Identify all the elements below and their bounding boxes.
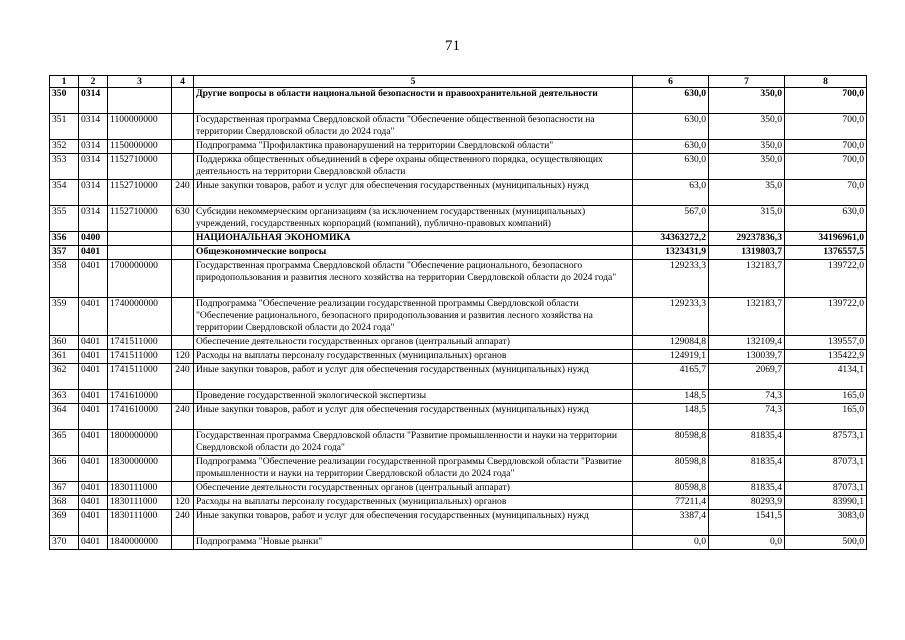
- expense-type-cell: 630: [172, 206, 194, 232]
- section-code-cell: 0401: [79, 298, 108, 336]
- section-code-cell: 0314: [79, 154, 108, 180]
- column-header: 5: [194, 76, 633, 88]
- row-number-cell: 358: [50, 260, 79, 298]
- section-code-cell: 0401: [79, 246, 108, 260]
- description-cell: Общеэкономические вопросы: [194, 246, 633, 260]
- target-article-cell: 1741511000: [108, 336, 172, 350]
- section-code-cell: 0401: [79, 496, 108, 510]
- table-row: [50, 364, 867, 390]
- target-article-cell: 1830111000: [108, 482, 172, 496]
- target-article-cell: 1830000000: [108, 456, 172, 482]
- description-cell: Другие вопросы в области национальной безопасности и правоохранительной деятельности: [194, 88, 633, 114]
- description-cell: Иные закупки товаров, работ и услуг для обеспечения государственных (муниципальных) нужд: [194, 180, 633, 206]
- row-number-cell: 366: [50, 456, 79, 482]
- table-row: [50, 482, 867, 496]
- amount-2024-cell: 165,0: [785, 404, 867, 430]
- target-article-cell: 1152710000: [108, 206, 172, 232]
- amount-2023-cell: 81835,4: [709, 456, 785, 482]
- amount-2024-cell: 87073,1: [785, 456, 867, 482]
- amount-2023-cell: 132183,7: [709, 298, 785, 336]
- expense-type-cell: 240: [172, 364, 194, 390]
- section-code-cell: 0401: [79, 260, 108, 298]
- expense-type-cell: 240: [172, 180, 194, 206]
- section-code-cell: 0314: [79, 140, 108, 154]
- amount-2022-cell: 148,5: [633, 390, 709, 404]
- amount-2024-cell: 1376557,5: [785, 246, 867, 260]
- column-header: 8: [785, 76, 867, 88]
- target-article-cell: 1152710000: [108, 180, 172, 206]
- table-row: [50, 404, 867, 430]
- amount-2024-cell: 87073,1: [785, 482, 867, 496]
- amount-2023-cell: 2069,7: [709, 364, 785, 390]
- amount-2023-cell: 74,3: [709, 404, 785, 430]
- description-cell: Подпрограмма "Обеспечение реализации государственной программы Свердловской области "Развитие промышленности и науки на территории Свердловской области до 2024 года": [194, 456, 633, 482]
- expense-type-cell: [172, 336, 194, 350]
- amount-2022-cell: 63,0: [633, 180, 709, 206]
- amount-2024-cell: 139722,0: [785, 298, 867, 336]
- expense-type-cell: [172, 246, 194, 260]
- target-article-cell: [108, 232, 172, 246]
- table-row: [50, 298, 867, 336]
- section-code-cell: 0401: [79, 536, 108, 550]
- description-cell: Иные закупки товаров, работ и услуг для обеспечения государственных (муниципальных) нужд: [194, 510, 633, 536]
- column-header: 7: [709, 76, 785, 88]
- expense-type-cell: [172, 260, 194, 298]
- expense-type-cell: 120: [172, 350, 194, 364]
- section-code-cell: 0401: [79, 404, 108, 430]
- row-number-cell: 356: [50, 232, 79, 246]
- target-article-cell: 1741610000: [108, 390, 172, 404]
- amount-2023-cell: 315,0: [709, 206, 785, 232]
- amount-2022-cell: 4165,7: [633, 364, 709, 390]
- section-code-cell: 0401: [79, 456, 108, 482]
- table-row: [50, 140, 867, 154]
- section-code-cell: 0401: [79, 430, 108, 456]
- amount-2023-cell: 35,0: [709, 180, 785, 206]
- page-number: 71: [445, 38, 460, 54]
- expense-type-cell: [172, 88, 194, 114]
- expense-type-cell: [172, 114, 194, 140]
- target-article-cell: 1150000000: [108, 140, 172, 154]
- table-row: [50, 180, 867, 206]
- table-row: [50, 246, 867, 260]
- target-article-cell: 1100000000: [108, 114, 172, 140]
- column-header: 2: [79, 76, 108, 88]
- section-code-cell: 0401: [79, 336, 108, 350]
- row-number-cell: 365: [50, 430, 79, 456]
- target-article-cell: 1800000000: [108, 430, 172, 456]
- expense-type-cell: 240: [172, 404, 194, 430]
- table-row: [50, 260, 867, 298]
- amount-2024-cell: 87573,1: [785, 430, 867, 456]
- row-number-cell: 354: [50, 180, 79, 206]
- target-article-cell: 1741610000: [108, 404, 172, 430]
- table-row: [50, 350, 867, 364]
- amount-2022-cell: 0,0: [633, 536, 709, 550]
- amount-2023-cell: 74,3: [709, 390, 785, 404]
- amount-2023-cell: 1541,5: [709, 510, 785, 536]
- target-article-cell: 1700000000: [108, 260, 172, 298]
- amount-2022-cell: 148,5: [633, 404, 709, 430]
- table-row: [50, 336, 867, 350]
- section-code-cell: 0401: [79, 482, 108, 496]
- table-row: [50, 390, 867, 404]
- table-row: [50, 206, 867, 232]
- section-code-cell: 0314: [79, 206, 108, 232]
- amount-2024-cell: 700,0: [785, 114, 867, 140]
- row-number-cell: 359: [50, 298, 79, 336]
- row-number-cell: 370: [50, 536, 79, 550]
- amount-2024-cell: 700,0: [785, 88, 867, 114]
- row-number-cell: 351: [50, 114, 79, 140]
- amount-2022-cell: 630,0: [633, 88, 709, 114]
- expense-type-cell: [172, 232, 194, 246]
- expense-type-cell: [172, 456, 194, 482]
- expense-type-cell: 120: [172, 496, 194, 510]
- amount-2022-cell: 3387,4: [633, 510, 709, 536]
- amount-2023-cell: 1319803,7: [709, 246, 785, 260]
- expense-type-cell: [172, 140, 194, 154]
- amount-2023-cell: 350,0: [709, 88, 785, 114]
- amount-2024-cell: 70,0: [785, 180, 867, 206]
- target-article-cell: [108, 88, 172, 114]
- amount-2023-cell: 132183,7: [709, 260, 785, 298]
- header-row: [50, 76, 867, 88]
- amount-2022-cell: 129233,3: [633, 260, 709, 298]
- amount-2022-cell: 129233,3: [633, 298, 709, 336]
- amount-2023-cell: 81835,4: [709, 482, 785, 496]
- table-row: [50, 536, 867, 550]
- amount-2023-cell: 132109,4: [709, 336, 785, 350]
- row-number-cell: 355: [50, 206, 79, 232]
- amount-2024-cell: 3083,0: [785, 510, 867, 536]
- target-article-cell: 1740000000: [108, 298, 172, 336]
- row-number-cell: 352: [50, 140, 79, 154]
- section-code-cell: 0401: [79, 364, 108, 390]
- amount-2023-cell: 130039,7: [709, 350, 785, 364]
- target-article-cell: 1830111000: [108, 510, 172, 536]
- target-article-cell: 1830111000: [108, 496, 172, 510]
- amount-2022-cell: 630,0: [633, 114, 709, 140]
- amount-2024-cell: 700,0: [785, 140, 867, 154]
- table-row: [50, 88, 867, 114]
- description-cell: Подпрограмма "Профилактика правонарушений на территории Свердловской области": [194, 140, 633, 154]
- column-header: 6: [633, 76, 709, 88]
- table-row: [50, 154, 867, 180]
- section-code-cell: 0314: [79, 88, 108, 114]
- amount-2022-cell: 80598,8: [633, 430, 709, 456]
- expense-type-cell: 240: [172, 510, 194, 536]
- amount-2022-cell: 34363272,2: [633, 232, 709, 246]
- description-cell: Подпрограмма "Новые рынки": [194, 536, 633, 550]
- amount-2023-cell: 350,0: [709, 154, 785, 180]
- amount-2024-cell: 139722,0: [785, 260, 867, 298]
- amount-2022-cell: 630,0: [633, 140, 709, 154]
- amount-2023-cell: 80293,9: [709, 496, 785, 510]
- amount-2024-cell: 139557,0: [785, 336, 867, 350]
- description-cell: Обеспечение деятельности государственных органов (центральный аппарат): [194, 482, 633, 496]
- description-cell: Иные закупки товаров, работ и услуг для обеспечения государственных (муниципальных) нужд: [194, 364, 633, 390]
- section-code-cell: 0314: [79, 180, 108, 206]
- target-article-cell: 1152710000: [108, 154, 172, 180]
- row-number-cell: 363: [50, 390, 79, 404]
- description-cell: Иные закупки товаров, работ и услуг для обеспечения государственных (муниципальных) нужд: [194, 404, 633, 430]
- description-cell: Проведение государственной экологической экспертизы: [194, 390, 633, 404]
- amount-2022-cell: 1323431,9: [633, 246, 709, 260]
- expense-type-cell: [172, 430, 194, 456]
- description-cell: Государственная программа Свердловской области "Обеспечение общественной безопасности на территории Свердловской области до 2024 года": [194, 114, 633, 140]
- description-cell: Расходы на выплаты персоналу государственных (муниципальных) органов: [194, 350, 633, 364]
- amount-2022-cell: 80598,8: [633, 456, 709, 482]
- amount-2022-cell: 80598,8: [633, 482, 709, 496]
- expense-type-cell: [172, 536, 194, 550]
- expense-type-cell: [172, 390, 194, 404]
- row-number-cell: 367: [50, 482, 79, 496]
- row-number-cell: 369: [50, 510, 79, 536]
- table-body: [50, 88, 867, 550]
- table-row: [50, 114, 867, 140]
- description-cell: Государственная программа Свердловской области "Обеспечение рационального, безопасного природопользования и развития лесного хозяйства на территории Свердловской области до 2024 года": [194, 260, 633, 298]
- section-code-cell: 0401: [79, 390, 108, 404]
- row-number-cell: 353: [50, 154, 79, 180]
- amount-2022-cell: 129084,8: [633, 336, 709, 350]
- amount-2024-cell: 630,0: [785, 206, 867, 232]
- amount-2023-cell: 81835,4: [709, 430, 785, 456]
- description-cell: Обеспечение деятельности государственных органов (центральный аппарат): [194, 336, 633, 350]
- description-cell: Субсидии некоммерческим организациям (за исключением государственных (муниципальных) учреждений, государственных корпораций (компаний), публично-правовых компаний): [194, 206, 633, 232]
- description-cell: Государственная программа Свердловской области "Развитие промышленности и науки на территории Свердловской области до 2024 года": [194, 430, 633, 456]
- table-row: [50, 430, 867, 456]
- target-article-cell: 1741511000: [108, 364, 172, 390]
- column-header: 1: [50, 76, 79, 88]
- amount-2023-cell: 0,0: [709, 536, 785, 550]
- amount-2022-cell: 630,0: [633, 154, 709, 180]
- table-row: [50, 232, 867, 246]
- amount-2024-cell: 83990,1: [785, 496, 867, 510]
- amount-2024-cell: 4134,1: [785, 364, 867, 390]
- row-number-cell: 350: [50, 88, 79, 114]
- section-code-cell: 0401: [79, 510, 108, 536]
- row-number-cell: 364: [50, 404, 79, 430]
- column-header: 3: [108, 76, 172, 88]
- table-row: [50, 510, 867, 536]
- target-article-cell: 1741511000: [108, 350, 172, 364]
- column-header: 4: [172, 76, 194, 88]
- amount-2024-cell: 135422,9: [785, 350, 867, 364]
- amount-2023-cell: 350,0: [709, 140, 785, 154]
- table-row: [50, 496, 867, 510]
- section-code-cell: 0314: [79, 114, 108, 140]
- row-number-cell: 368: [50, 496, 79, 510]
- amount-2022-cell: 124919,1: [633, 350, 709, 364]
- row-number-cell: 357: [50, 246, 79, 260]
- amount-2024-cell: 165,0: [785, 390, 867, 404]
- budget-table: [49, 75, 867, 550]
- amount-2023-cell: 29237836,3: [709, 232, 785, 246]
- target-article-cell: 1840000000: [108, 536, 172, 550]
- amount-2022-cell: 77211,4: [633, 496, 709, 510]
- row-number-cell: 362: [50, 364, 79, 390]
- amount-2022-cell: 567,0: [633, 206, 709, 232]
- description-cell: НАЦИОНАЛЬНАЯ ЭКОНОМИКА: [194, 232, 633, 246]
- row-number-cell: 360: [50, 336, 79, 350]
- description-cell: Поддержка общественных объединений в сфере охраны общественного порядка, осуществляющих деятельность на территории Свердловской области: [194, 154, 633, 180]
- expense-type-cell: [172, 154, 194, 180]
- target-article-cell: [108, 246, 172, 260]
- expense-type-cell: [172, 482, 194, 496]
- amount-2024-cell: 34196961,0: [785, 232, 867, 246]
- description-cell: Расходы на выплаты персоналу государственных (муниципальных) органов: [194, 496, 633, 510]
- amount-2024-cell: 500,0: [785, 536, 867, 550]
- table-row: [50, 456, 867, 482]
- section-code-cell: 0400: [79, 232, 108, 246]
- amount-2024-cell: 700,0: [785, 154, 867, 180]
- section-code-cell: 0401: [79, 350, 108, 364]
- description-cell: Подпрограмма "Обеспечение реализации государственной программы Свердловской области "Обеспечение рационального, безопасного природопользования и развития лесного хозяйства на территории Свердловской области до 2024 года": [194, 298, 633, 336]
- expense-type-cell: [172, 298, 194, 336]
- amount-2023-cell: 350,0: [709, 114, 785, 140]
- row-number-cell: 361: [50, 350, 79, 364]
